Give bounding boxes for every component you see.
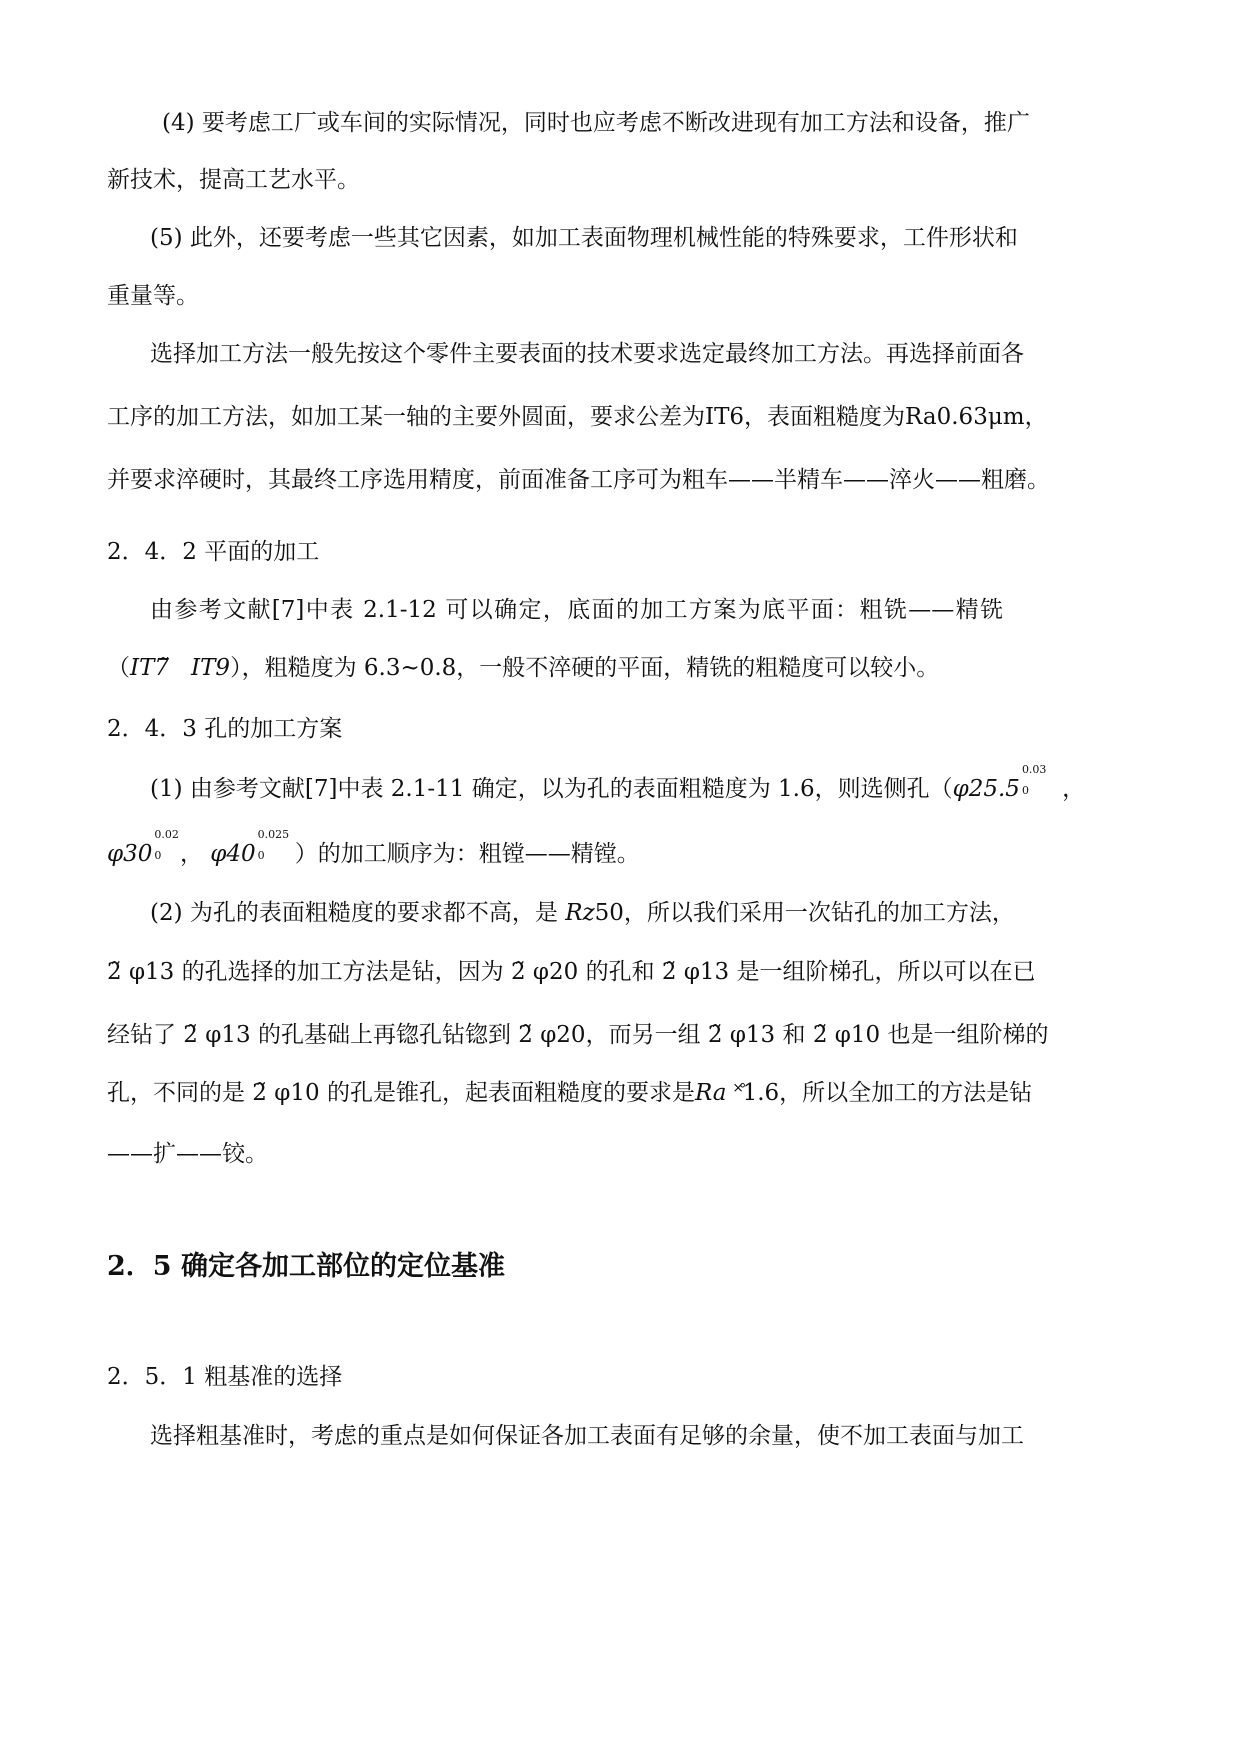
tolerance-lower: 0 xyxy=(257,849,265,862)
section-heading-2-5: 2．5 确定各加工部位的定位基准 xyxy=(107,1251,505,1282)
s243-p1-text: (1) 由参考文献[7]中表 2.1-11 确定，以为孔的表面粗糙度为 1.6，则选侧孔（ xyxy=(150,776,953,802)
phi-25-5: φ25.5 xyxy=(952,776,1020,802)
s243-p2-text-c: 孔，不同的是 2̃ φ10 的孔是锥孔，起表面粗糙度的要求是 xyxy=(107,1080,695,1106)
s242-line1: 由参考文献[7]中表 2.1-12 可以确定，底面的加工方案为底平面：粗铣——精铣 xyxy=(150,597,1003,623)
p6-line3: 并要求淬硬时，其最终工序选用精度，前面准备工序可为粗车——半精车——淬火——粗磨。 xyxy=(107,467,1050,493)
rz-symbol: Rz xyxy=(565,900,595,926)
section-heading-2-5-1: 2．5．1 粗基准的选择 xyxy=(107,1364,343,1390)
comma: ， xyxy=(1062,776,1086,802)
s242-it7: IT7̃ xyxy=(130,655,170,681)
p5-line1: (5) 此外，还要考虑一些其它因素，如加工表面物理机械性能的特殊要求，工件形状和 xyxy=(150,225,1018,251)
s243-p1-line2-rest: ）的加工顺序为：粗镗——精镗。 xyxy=(294,841,640,867)
s243-p2-text-a: (2) 为孔的表面粗糙度的要求都不高，是 xyxy=(150,900,558,926)
s242-line2-rest: ），粗糙度为 6.3~0.8，一般不淬硬的平面，精铣的粗糙度可以较小。 xyxy=(230,655,940,681)
section-heading-2-4-2: 2．4．2 平面的加工 xyxy=(107,539,320,565)
comma: ， xyxy=(179,841,203,867)
s242-it9: IT9 xyxy=(191,655,231,681)
s243-p2-line4 xyxy=(107,1078,1032,1108)
tolerance-stack xyxy=(256,828,295,862)
tolerance-lower: 0 xyxy=(154,849,162,862)
tolerance-upper: 0.03 xyxy=(1021,763,1047,776)
tolerance-lower: 0 xyxy=(1021,784,1029,797)
s242-line2 xyxy=(107,653,939,683)
s243-p2-line2: 2̃ φ13 的孔选择的加工方法是钻，因为 2̃ φ20 的孔和 2̃ φ13 是一组阶梯孔，所以可以在已 xyxy=(107,959,1036,985)
s243-p2-text-d: ˟̊1.6，所以全加工的方法是钻 xyxy=(726,1080,1033,1106)
p4-line2: 新技术，提高工艺水平。 xyxy=(107,167,360,193)
s243-p2-line3: 经钻了 2̃ φ13 的孔基础上再锪孔钻锪到 2̃ φ20，而另一组 2̃ φ13 和 2̃ φ10 也是一组阶梯的 xyxy=(107,1022,1049,1048)
p4-line1: (4) 要考虑工厂或车间的实际情况，同时也应考虑不断改进现有加工方法和设备，推广 xyxy=(162,110,1030,136)
s243-p2-text-b: 50，所以我们采用一次钻孔的加工方法， xyxy=(594,900,1015,926)
s243-p1-line2 xyxy=(107,828,640,869)
section-heading-2-4-3: 2．4．3 孔的加工方案 xyxy=(107,716,343,742)
s243-p1-line1 xyxy=(150,763,1086,804)
p6-line2: 工序的加工方法，如加工某一轴的主要外圆面，要求公差为IT6，表面粗糙度为Ra0.63μm， xyxy=(107,404,1048,430)
tolerance-upper: 0.02 xyxy=(154,828,179,841)
s242-open-paren: （ xyxy=(107,655,130,681)
tolerance-stack xyxy=(1020,763,1048,797)
s251-line1: 选择粗基准时，考虑的重点是如何保证各加工表面有足够的余量，使不加工表面与加工 xyxy=(150,1423,1024,1449)
ra-symbol: Ra xyxy=(694,1080,727,1106)
phi-30: φ30 xyxy=(107,841,153,867)
s243-p2-line5: ——扩——铰。 xyxy=(107,1141,268,1167)
phi-40: φ40 xyxy=(210,841,256,867)
tolerance-upper: 0.025 xyxy=(257,828,290,841)
p6-line1: 选择加工方法一般先按这个零件主要表面的技术要求选定最终加工方法。再选择前面各 xyxy=(150,341,1024,367)
s243-p2-line1 xyxy=(150,898,1015,928)
p5-line2: 重量等。 xyxy=(107,283,199,309)
tolerance-stack xyxy=(152,828,180,862)
